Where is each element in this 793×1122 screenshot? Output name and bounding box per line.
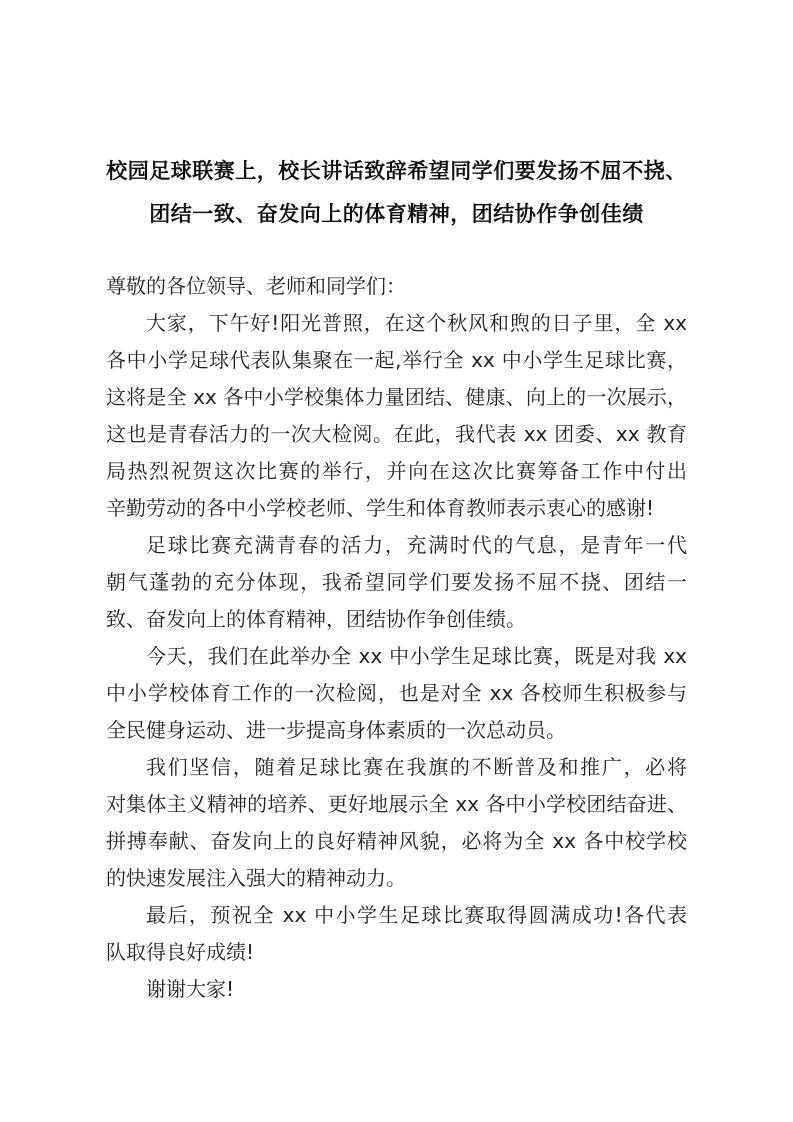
document-title-line-1: 校园足球联赛上，校长讲话致辞希望同学们要发扬不屈不挠、 <box>106 159 687 183</box>
text-line: 中小学校体育工作的一次检阅，也是对全 xx 各校师生积极参与 <box>106 681 687 705</box>
text-line: 足球比赛充满青春的活力，充满时代的气息，是青年一代 <box>146 533 687 557</box>
paragraph <box>106 527 687 638</box>
text-line: 对集体主义精神的培养、更好地展示全 xx 各中小学校团结奋进、 <box>106 792 687 816</box>
paragraph <box>106 897 687 971</box>
text-line: 致、奋发向上的体育精神，团结协作争创佳绩。 <box>106 607 526 631</box>
text-line: 尊敬的各位领导、老师和同学们： <box>106 274 406 298</box>
text-line: 朝气蓬勃的充分体现，我希望同学们要发扬不屈不挠、团结一 <box>106 570 687 594</box>
paragraph <box>106 971 687 1008</box>
document-body <box>106 268 687 1008</box>
text-line: 拼搏奉献、奋发向上的良好精神风貌，必将为全 xx 各中校学校 <box>106 829 687 853</box>
paragraph <box>106 305 687 527</box>
text-line: 这将是全 xx 各中小学校集体力量团结、健康、向上的一次展示， <box>106 385 687 409</box>
text-line: 的快速发展注入强大的精神动力。 <box>106 866 406 890</box>
text-line: 这也是青春活力的一次大检阅。在此，我代表 xx 团委、xx 教育 <box>106 422 687 446</box>
document-title <box>106 150 687 236</box>
text-line: 最后，预祝全 xx 中小学生足球比赛取得圆满成功!各代表 <box>146 903 687 927</box>
paragraph <box>106 638 687 749</box>
text-line: 各中小学足球代表队集聚在一起,举行全 xx 中小学生足球比赛， <box>106 348 687 372</box>
paragraph <box>106 268 687 305</box>
text-line: 辛勤劳动的各中小学校老师、学生和体育教师表示衷心的感谢! <box>106 496 655 520</box>
text-line: 队取得良好成绩! <box>106 940 255 964</box>
text-line: 全民健身运动、进一步提高身体素质的一次总动员。 <box>106 718 566 742</box>
document-title-line-2: 团结一致、奋发向上的体育精神，团结协作争创佳绩 <box>149 202 644 226</box>
text-line: 大家，下午好!阳光普照，在这个秋风和煦的日子里，全 xx <box>146 311 687 335</box>
paragraph <box>106 749 687 897</box>
text-line: 局热烈祝贺这次比赛的举行，并向在这次比赛筹备工作中付出 <box>106 459 687 483</box>
text-line: 今天，我们在此举办全 xx 中小学生足球比赛，既是对我 xx <box>146 644 687 668</box>
text-line: 谢谢大家! <box>146 977 235 1001</box>
text-line: 我们坚信，随着足球比赛在我旗的不断普及和推广，必将 <box>146 755 687 779</box>
